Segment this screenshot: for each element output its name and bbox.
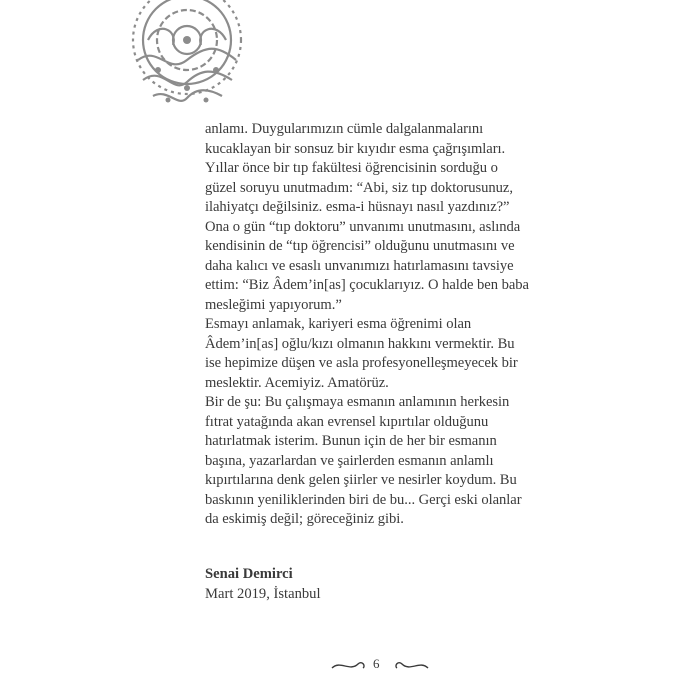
text-line: da eskimiş değil; göreceğiniz gibi. [205,511,404,527]
text-line: kıpırtılarına denk gelen şiirler ve nesirler koydum. Bu [205,472,517,488]
text-line: hatırlatmak isterim. Bunun için de her bir esmanın [205,433,497,449]
text-line: ilahiyatçı değilsiniz. esma-i hüsnayı nasıl yazdınız?” [205,199,510,215]
text-line: ettim: “Biz Âdem’in[as] çocuklarıyız. O halde ben baba [205,277,529,293]
text-line: baskının yeniliklerinden biri de bu... Gerçi eski olanlar [205,491,522,508]
page-number: 6 [373,656,380,671]
place-date: Mart 2019, İstanbul [205,585,321,602]
floral-rosette-ornament-icon [128,0,246,118]
swirl-flourish-icon [330,656,430,676]
text-line: fıtrat yatağında akan evrensel kıpırtılar olduğunu [205,413,489,430]
text-line: Yıllar önce bir tıp fakültesi öğrencisinin sorduğu o [205,160,498,176]
signature-block [205,565,535,604]
text-line: anlamı. Duygularımızın cümle dalgalanmalarını [205,121,484,137]
text-line: Ona o gün “tıp doktoru” unvanımı unutmasını, aslında [205,218,521,235]
text-line: daha kalıcı ve esaslı unvanımızı hatırlamasını tavsiye [205,257,514,274]
text-line: kendisinin de “tıp öğrencisi” olduğunu unutmasını ve [205,238,515,254]
preface-body-text [205,120,535,530]
author-name: Senai Demirci [205,566,293,582]
text-line: ise hepimize düşen ve asla profesyonelleşmeyecek bir [205,355,518,371]
page-footer [330,656,430,676]
text-line: güzel soruyu unutmadım: “Abi, siz tıp doktorusunuz, [205,179,513,196]
text-line: Esmayı anlamak, kariyeri esma öğrenimi olan [205,316,472,332]
text-line: kucaklayan bir sonsuz bir kıyıdır esma çağrışımları. [205,140,506,157]
text-line: meslektir. Acemiyiz. Amatörüz. [205,374,389,391]
text-line: mesleğimi yapıyorum.” [205,296,342,313]
text-line: Bir de şu: Bu çalışmaya esmanın anlamının herkesin [205,394,510,410]
text-line: Âdem’in[as] oğlu/kızı olmanın hakkını vermektir. Bu [205,335,515,352]
text-line: başına, yazarlardan ve şairlerden esmanın anlamlı [205,452,494,469]
